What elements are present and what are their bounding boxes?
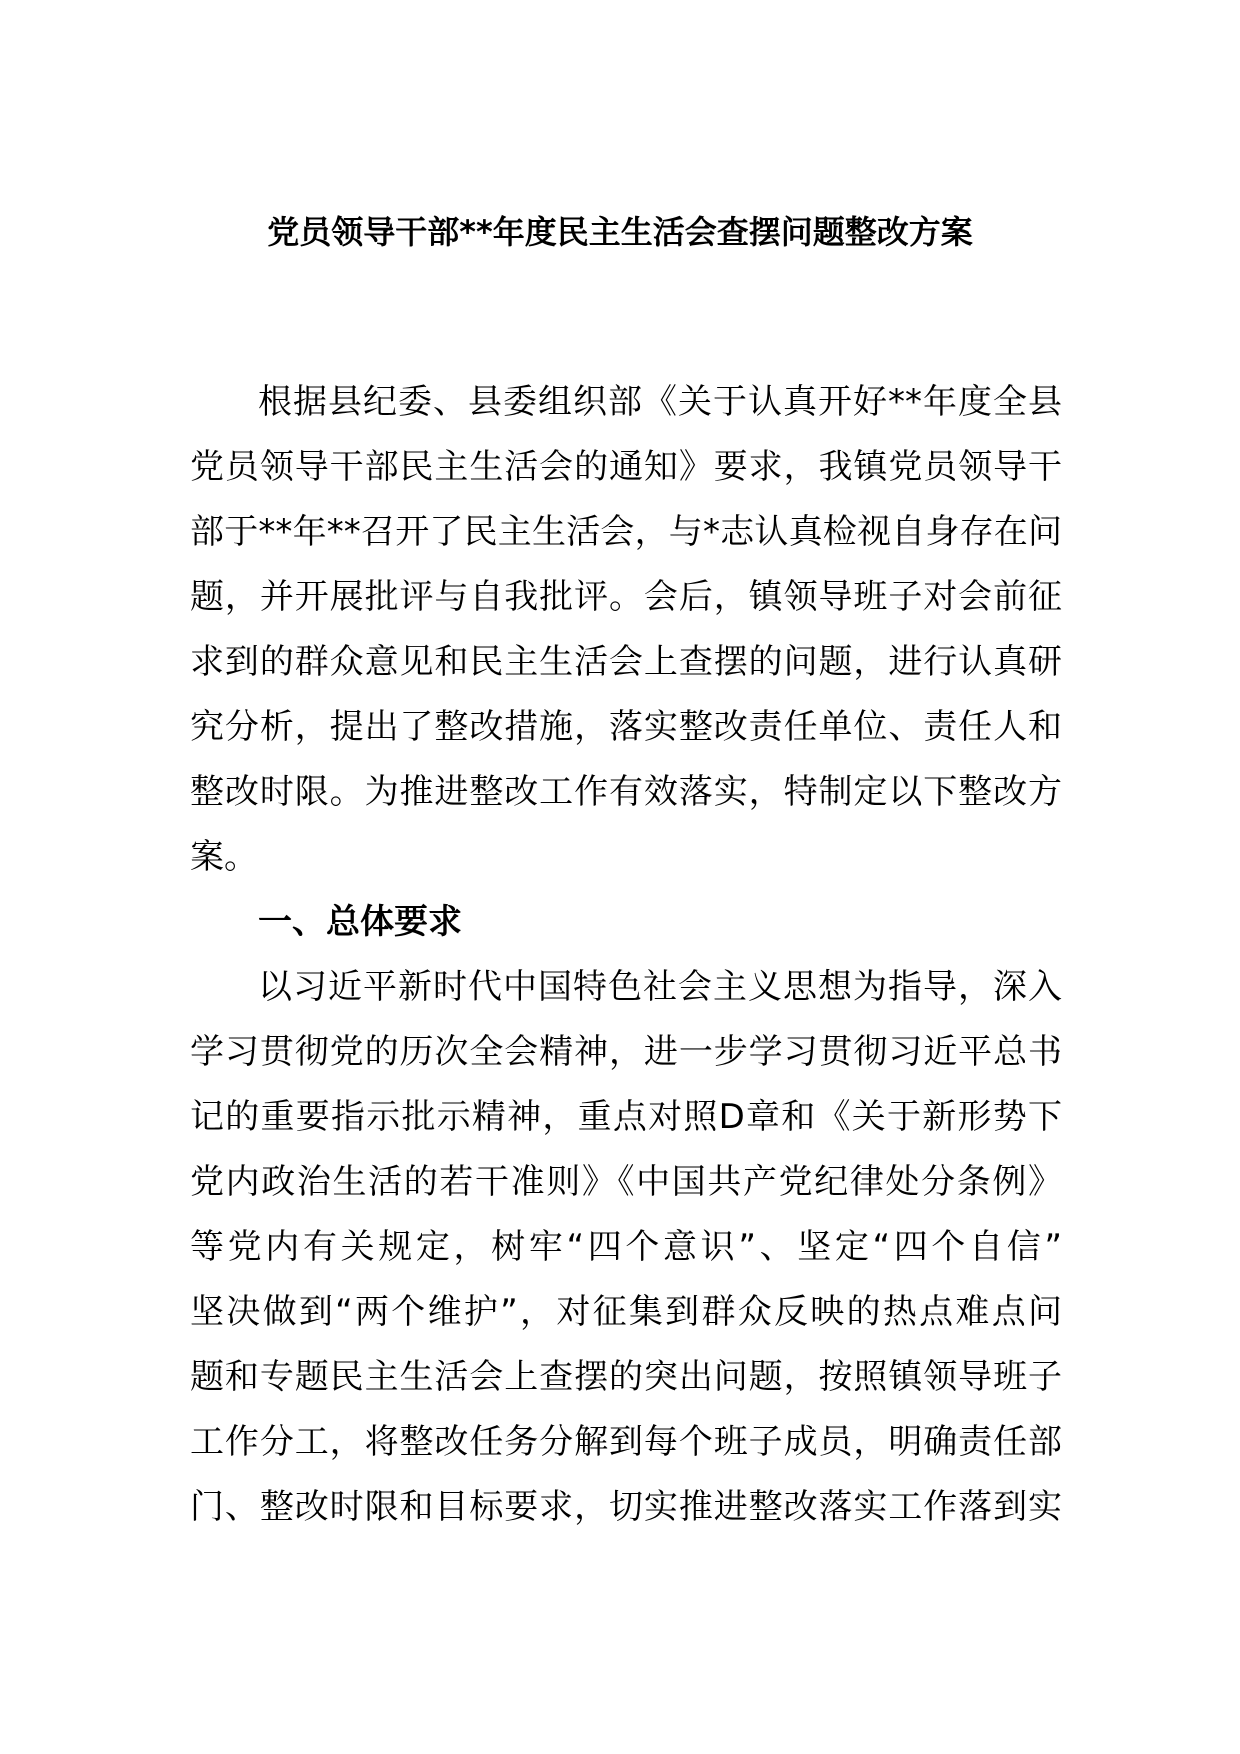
text-line: 坚决做到“两个维护”，对征集到群众反映的热点难点问 — [190, 1292, 1062, 1332]
text-line: 部于**年**召开了民主生活会，与*志认真检视自身存在问 — [190, 512, 1062, 552]
text-line: 究分析，提出了整改措施，落实整改责任单位、责任人和 — [190, 707, 1062, 747]
text-line: 党员领导干部民主生活会的通知》要求，我镇党员领导干 — [190, 447, 1062, 487]
text-line: 以习近平新时代中国特色社会主义思想为指导，深入 — [258, 967, 1062, 1007]
text-line: 根据县纪委、县委组织部《关于认真开好**年度全县 — [258, 382, 1062, 422]
paragraph-general-requirements — [190, 955, 1062, 1540]
text-line: 题和专题民主生活会上查摆的突出问题，按照镇领导班子 — [190, 1357, 1062, 1397]
section-heading: 一、总体要求 — [258, 902, 462, 942]
document-title: 党员领导干部**年度民主生活会查摆问题整改方案 — [267, 213, 973, 251]
text-line: 求到的群众意见和民主生活会上查摆的问题，进行认真研 — [190, 642, 1062, 682]
text-line: 案。 — [190, 837, 258, 877]
document-body — [190, 370, 1062, 1540]
text-line: 记的重要指示批示精神，重点对照D章和《关于新形势下 — [190, 1097, 1062, 1137]
text-line: 工作分工，将整改任务分解到每个班子成员，明确责任部 — [190, 1422, 1062, 1462]
text-line: 党内政治生活的若干准则》《中国共产党纪律处分条例》 — [190, 1162, 1062, 1202]
paragraph-intro — [190, 370, 1062, 890]
text-line: 题，并开展批评与自我批评。会后，镇领导班子对会前征 — [190, 577, 1062, 617]
text-line: 等党内有关规定，树牢“四个意识”、坚定“四个自信” — [190, 1227, 1062, 1267]
text-line: 整改时限。为推进整改工作有效落实，特制定以下整改方 — [190, 772, 1062, 812]
text-line: 学习贯彻党的历次全会精神，进一步学习贯彻习近平总书 — [190, 1032, 1062, 1072]
text-line: 门、整改时限和目标要求，切实推进整改落实工作落到实 — [190, 1487, 1062, 1527]
